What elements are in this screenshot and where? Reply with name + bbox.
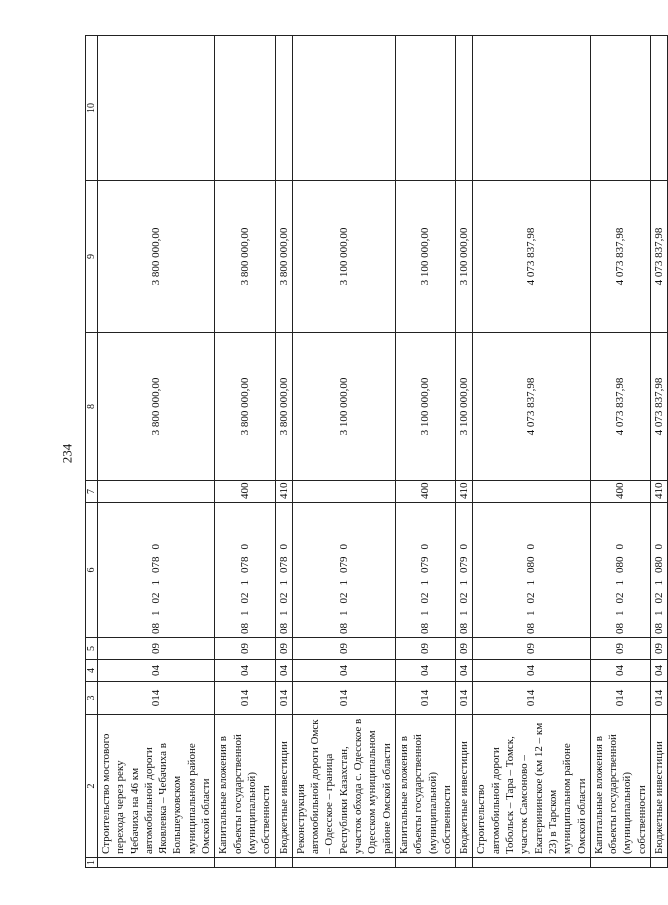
ministry-code-cell: 014 <box>650 682 667 715</box>
target-article-segment: 0 <box>614 544 627 550</box>
target-article-segment: 1 <box>150 610 163 616</box>
section-code-cell: 04 <box>215 660 275 682</box>
amount-2018-cell: 4 073 837,98 <box>590 333 650 481</box>
row-marker-cell <box>98 858 215 868</box>
amount-2018-cell: 3 100 000,00 <box>292 333 395 481</box>
table-row <box>215 36 275 868</box>
amount-total-cell: 3 100 000,00 <box>395 181 455 333</box>
table-row <box>650 36 667 868</box>
target-article-segment: 02 <box>525 592 538 604</box>
target-article-segment: 1 <box>652 610 665 616</box>
target-article-segment: 0 <box>150 544 163 550</box>
target-article-segment: 08 <box>238 623 251 634</box>
ministry-code-cell: 014 <box>395 682 455 715</box>
target-article-segment: 078 <box>277 556 290 573</box>
target-article-segment: 0 <box>238 544 251 550</box>
target-article-segment: 1 <box>337 610 350 616</box>
section-code-cell: 04 <box>98 660 215 682</box>
ministry-code-cell: 014 <box>275 682 292 715</box>
ministry-code-cell: 014 <box>473 682 590 715</box>
section-code-cell: 04 <box>395 660 455 682</box>
amount-extra-cell <box>456 36 473 181</box>
target-article-segment: 1 <box>458 610 471 616</box>
subsection-code-cell: 09 <box>275 638 292 660</box>
ministry-code-cell: 014 <box>292 682 395 715</box>
target-article-segment: 0 <box>525 544 538 550</box>
target-article-segment: 078 <box>150 556 163 573</box>
amount-extra-cell <box>395 36 455 181</box>
subsection-code-cell: 09 <box>456 638 473 660</box>
target-article-segment: 08 <box>652 623 665 634</box>
header-cell: 2 <box>86 715 98 858</box>
expense-type-cell: 410 <box>456 481 473 503</box>
page-number: 234 <box>59 443 75 464</box>
target-article-segment: 0 <box>419 544 432 550</box>
table-row <box>292 36 395 868</box>
target-article-segment: 079 <box>337 556 350 573</box>
section-code-cell: 04 <box>650 660 667 682</box>
table-row <box>395 36 455 868</box>
target-article-segment: 02 <box>614 592 627 604</box>
amount-2018-cell: 3 100 000,00 <box>395 333 455 481</box>
target-article-cell <box>292 503 395 638</box>
target-article-cell <box>395 503 455 638</box>
row-marker-cell <box>395 858 455 868</box>
row-marker-cell <box>275 858 292 868</box>
expense-type-cell <box>473 481 590 503</box>
row-marker-cell <box>292 858 395 868</box>
item-name-cell: Реконструкция автомобильной дороги Омск – Одесское – граница Республики Казахстан, участок обхода с. Одесское в Одесском муниципальном районе Омской области <box>292 715 395 858</box>
item-name-cell: Строительство мостового перехода через реку Чебачиха на 46 км автомобильной дороги Яковлевка – Чебачиха в Большеуковском муниципальном районе Омской области <box>98 715 215 858</box>
target-article-segment: 1 <box>419 610 432 616</box>
row-marker-cell <box>650 858 667 868</box>
target-article-segment: 1 <box>277 580 290 586</box>
item-name-cell: Бюджетные инвестиции <box>456 715 473 858</box>
target-article-segment: 1 <box>525 610 538 616</box>
amount-extra-cell <box>292 36 395 181</box>
target-article-segment: 0 <box>337 544 350 550</box>
target-article-segment: 0 <box>652 544 665 550</box>
header-cell: 3 <box>86 682 98 715</box>
amount-total-cell: 3 100 000,00 <box>456 181 473 333</box>
target-article-segment: 02 <box>238 592 251 604</box>
target-article-segment: 078 <box>238 556 251 573</box>
rotated-table-container <box>85 36 665 868</box>
amount-2018-cell: 3 800 000,00 <box>98 333 215 481</box>
amount-total-cell: 3 800 000,00 <box>215 181 275 333</box>
header-cell: 9 <box>86 181 98 333</box>
target-article-segment: 079 <box>458 556 471 573</box>
amount-2018-cell: 3 800 000,00 <box>275 333 292 481</box>
amount-extra-cell <box>590 36 650 181</box>
ministry-code-cell: 014 <box>456 682 473 715</box>
section-code-cell: 04 <box>292 660 395 682</box>
target-article-segment: 02 <box>458 592 471 604</box>
table-row <box>456 36 473 868</box>
section-code-cell: 04 <box>590 660 650 682</box>
target-article-segment: 08 <box>337 623 350 634</box>
row-marker-cell <box>473 858 590 868</box>
target-article-segment: 02 <box>419 592 432 604</box>
item-name-cell: Капитальные вложения в объекты государственной (муниципальной) собственности <box>590 715 650 858</box>
amount-2018-cell: 4 073 837,98 <box>650 333 667 481</box>
header-cell: 1 <box>86 858 98 868</box>
amount-total-cell: 3 800 000,00 <box>275 181 292 333</box>
target-article-segment: 080 <box>614 556 627 573</box>
target-article-segment: 1 <box>337 580 350 586</box>
target-article-segment: 1 <box>652 580 665 586</box>
header-row <box>86 36 98 868</box>
header-cell: 4 <box>86 660 98 682</box>
row-marker-cell <box>590 858 650 868</box>
section-code-cell: 04 <box>456 660 473 682</box>
subsection-code-cell: 09 <box>650 638 667 660</box>
target-article-segment: 02 <box>277 592 290 604</box>
item-name-cell: Капитальные вложения в объекты государственной (муниципальной) собственности <box>215 715 275 858</box>
item-name-cell: Бюджетные инвестиции <box>650 715 667 858</box>
amount-total-cell: 4 073 837,98 <box>473 181 590 333</box>
header-cell: 7 <box>86 481 98 503</box>
target-article-cell <box>590 503 650 638</box>
target-article-segment: 1 <box>419 580 432 586</box>
target-article-cell <box>275 503 292 638</box>
amount-total-cell: 3 800 000,00 <box>98 181 215 333</box>
target-article-segment: 08 <box>150 623 163 634</box>
amount-total-cell: 4 073 837,98 <box>590 181 650 333</box>
section-code-cell: 04 <box>275 660 292 682</box>
amount-total-cell: 3 100 000,00 <box>292 181 395 333</box>
amount-2018-cell: 3 100 000,00 <box>456 333 473 481</box>
target-article-cell <box>473 503 590 638</box>
target-article-segment: 08 <box>277 623 290 634</box>
subsection-code-cell: 09 <box>395 638 455 660</box>
amount-extra-cell <box>473 36 590 181</box>
target-article-segment: 08 <box>614 623 627 634</box>
target-article-segment: 02 <box>337 592 350 604</box>
item-name-cell: Строительство автомобильной дороги Тобольск – Тара – Томск, участок Самсоново – Екатерининское (км 12 – км 23) в Тарском муниципальном районе Омской области <box>473 715 590 858</box>
subsection-code-cell: 09 <box>473 638 590 660</box>
amount-extra-cell <box>215 36 275 181</box>
target-article-segment: 080 <box>525 556 538 573</box>
header-cell: 6 <box>86 503 98 638</box>
target-article-segment: 02 <box>150 592 163 604</box>
amount-2018-cell: 4 073 837,98 <box>473 333 590 481</box>
item-name-cell: Капитальные вложения в объекты государственной (муниципальной) собственности <box>395 715 455 858</box>
expense-type-cell: 400 <box>395 481 455 503</box>
table-row <box>275 36 292 868</box>
target-article-segment: 0 <box>277 544 290 550</box>
ministry-code-cell: 014 <box>98 682 215 715</box>
amount-extra-cell <box>275 36 292 181</box>
expense-type-cell: 400 <box>215 481 275 503</box>
target-article-segment: 1 <box>614 610 627 616</box>
amount-2018-cell: 3 800 000,00 <box>215 333 275 481</box>
target-article-segment: 08 <box>419 623 432 634</box>
row-marker-cell <box>456 858 473 868</box>
expense-type-cell <box>98 481 215 503</box>
target-article-cell <box>650 503 667 638</box>
amount-extra-cell <box>650 36 667 181</box>
target-article-segment: 1 <box>525 580 538 586</box>
amount-extra-cell <box>98 36 215 181</box>
table-row <box>473 36 590 868</box>
target-article-cell <box>215 503 275 638</box>
header-cell: 10 <box>86 36 98 181</box>
target-article-segment: 1 <box>458 580 471 586</box>
target-article-segment: 1 <box>277 610 290 616</box>
budget-table <box>85 35 668 868</box>
header-cell: 5 <box>86 638 98 660</box>
section-code-cell: 04 <box>473 660 590 682</box>
target-article-segment: 080 <box>652 556 665 573</box>
subsection-code-cell: 09 <box>292 638 395 660</box>
expense-type-cell: 410 <box>650 481 667 503</box>
table-row <box>590 36 650 868</box>
subsection-code-cell: 09 <box>98 638 215 660</box>
amount-total-cell: 4 073 837,98 <box>650 181 667 333</box>
expense-type-cell: 410 <box>275 481 292 503</box>
target-article-segment: 1 <box>238 580 251 586</box>
expense-type-cell: 400 <box>590 481 650 503</box>
target-article-segment: 1 <box>238 610 251 616</box>
target-article-segment: 079 <box>419 556 432 573</box>
target-article-segment: 08 <box>525 623 538 634</box>
row-marker-cell <box>215 858 275 868</box>
target-article-cell <box>98 503 215 638</box>
subsection-code-cell: 09 <box>590 638 650 660</box>
table-row <box>98 36 215 868</box>
target-article-segment: 08 <box>458 623 471 634</box>
expense-type-cell <box>292 481 395 503</box>
target-article-cell <box>456 503 473 638</box>
ministry-code-cell: 014 <box>590 682 650 715</box>
ministry-code-cell: 014 <box>215 682 275 715</box>
target-article-segment: 02 <box>652 592 665 604</box>
target-article-segment: 1 <box>614 580 627 586</box>
target-article-segment: 1 <box>150 580 163 586</box>
item-name-cell: Бюджетные инвестиции <box>275 715 292 858</box>
header-cell: 8 <box>86 333 98 481</box>
target-article-segment: 0 <box>458 544 471 550</box>
subsection-code-cell: 09 <box>215 638 275 660</box>
